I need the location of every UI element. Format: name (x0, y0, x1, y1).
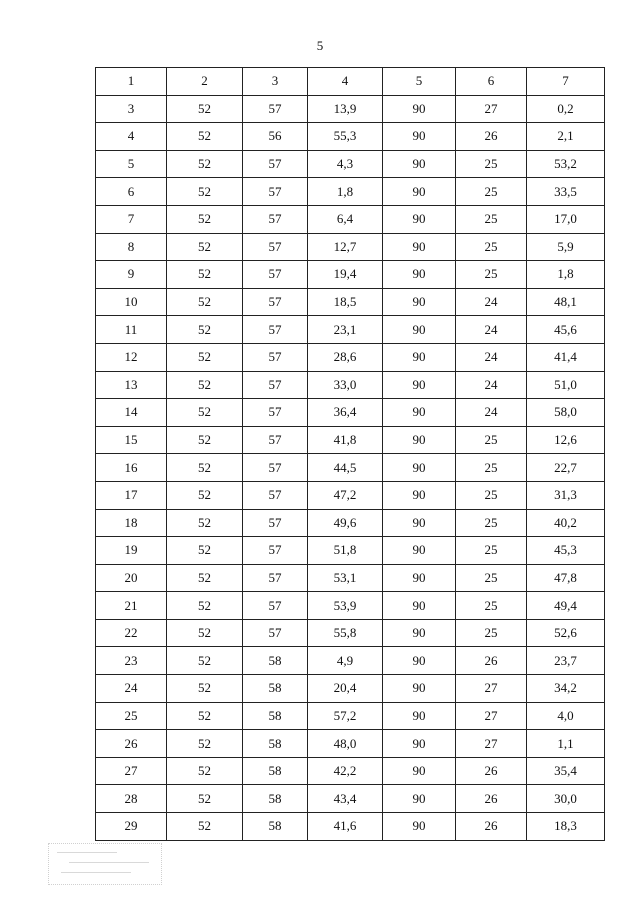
table-cell: 57 (243, 316, 308, 344)
table-cell: 25 (456, 564, 527, 592)
table-cell: 58 (243, 730, 308, 758)
table-row (96, 343, 605, 371)
table-cell: 58 (243, 647, 308, 675)
table-cell: 7 (96, 205, 167, 233)
table-cell: 20 (96, 564, 167, 592)
table-cell: 53,2 (527, 150, 605, 178)
table-cell: 52 (167, 509, 243, 537)
table-row (96, 233, 605, 261)
table-cell: 52 (167, 481, 243, 509)
table-row (96, 150, 605, 178)
table-cell: 90 (383, 509, 456, 537)
table-cell: 42,2 (308, 757, 383, 785)
table-cell: 55,8 (308, 619, 383, 647)
table-cell: 52 (167, 426, 243, 454)
table-cell: 55,3 (308, 123, 383, 151)
table-cell: 90 (383, 261, 456, 289)
table-cell: 57 (243, 509, 308, 537)
table-cell: 43,4 (308, 785, 383, 813)
table-cell: 57 (243, 95, 308, 123)
column-header: 1 (96, 68, 167, 96)
table-cell: 18 (96, 509, 167, 537)
table-cell: 27 (456, 730, 527, 758)
table-cell: 52 (167, 537, 243, 565)
table-cell: 52 (167, 813, 243, 841)
table-cell: 52 (167, 675, 243, 703)
table-cell: 90 (383, 702, 456, 730)
table-cell: 34,2 (527, 675, 605, 703)
header-row (96, 68, 605, 96)
table-cell: 25 (456, 426, 527, 454)
table-cell: 90 (383, 316, 456, 344)
table-cell: 53,1 (308, 564, 383, 592)
table-cell: 25 (456, 481, 527, 509)
table-cell: 29 (96, 813, 167, 841)
table-row (96, 537, 605, 565)
table-cell: 24 (456, 399, 527, 427)
table-cell: 52 (167, 316, 243, 344)
table-cell: 90 (383, 399, 456, 427)
table-cell: 0,2 (527, 95, 605, 123)
table-row (96, 619, 605, 647)
table-cell: 10 (96, 288, 167, 316)
table-cell: 41,4 (527, 343, 605, 371)
table-cell: 5 (96, 150, 167, 178)
table-cell: 28 (96, 785, 167, 813)
table-cell: 25 (456, 205, 527, 233)
table-cell: 49,4 (527, 592, 605, 620)
table-cell: 57 (243, 481, 308, 509)
table-cell: 24 (456, 316, 527, 344)
table-cell: 58 (243, 813, 308, 841)
table-cell: 57,2 (308, 702, 383, 730)
table-cell: 27 (96, 757, 167, 785)
table-cell: 22 (96, 619, 167, 647)
table-cell: 90 (383, 426, 456, 454)
column-header: 2 (167, 68, 243, 96)
table-row (96, 564, 605, 592)
table-cell: 13,9 (308, 95, 383, 123)
table-cell: 57 (243, 399, 308, 427)
table-cell: 35,4 (527, 757, 605, 785)
table-cell: 25 (456, 592, 527, 620)
table-cell: 16 (96, 454, 167, 482)
table-cell: 44,5 (308, 454, 383, 482)
table-row (96, 757, 605, 785)
table-cell: 90 (383, 592, 456, 620)
table-cell: 4,3 (308, 150, 383, 178)
table-row (96, 647, 605, 675)
table-cell: 24 (456, 343, 527, 371)
table-cell: 57 (243, 343, 308, 371)
table-cell: 22,7 (527, 454, 605, 482)
table-cell: 15 (96, 426, 167, 454)
table-row (96, 371, 605, 399)
table-cell: 19 (96, 537, 167, 565)
table-cell: 52 (167, 261, 243, 289)
table-cell: 25 (456, 261, 527, 289)
table-cell: 52 (167, 592, 243, 620)
table-cell: 90 (383, 95, 456, 123)
table-cell: 57 (243, 592, 308, 620)
table-cell: 17 (96, 481, 167, 509)
table-cell: 52 (167, 647, 243, 675)
table-cell: 25 (456, 150, 527, 178)
table-cell: 25 (96, 702, 167, 730)
table-cell: 52 (167, 399, 243, 427)
table-cell: 57 (243, 233, 308, 261)
table-cell: 90 (383, 233, 456, 261)
table-cell: 90 (383, 481, 456, 509)
table-cell: 2,1 (527, 123, 605, 151)
table-cell: 58 (243, 757, 308, 785)
table-cell: 52 (167, 343, 243, 371)
table-row (96, 481, 605, 509)
table-row (96, 426, 605, 454)
table-cell: 52 (167, 564, 243, 592)
table-cell: 45,6 (527, 316, 605, 344)
table-cell: 90 (383, 619, 456, 647)
table-cell: 52 (167, 757, 243, 785)
table-cell: 33,5 (527, 178, 605, 206)
table-cell: 52 (167, 233, 243, 261)
table-cell: 19,4 (308, 261, 383, 289)
table-cell: 57 (243, 288, 308, 316)
column-header: 3 (243, 68, 308, 96)
faint-stamp-mark (48, 843, 162, 885)
table-row (96, 675, 605, 703)
table-row (96, 178, 605, 206)
table-row (96, 702, 605, 730)
table-cell: 26 (456, 785, 527, 813)
table-cell: 17,0 (527, 205, 605, 233)
table-cell: 57 (243, 205, 308, 233)
table-cell: 52,6 (527, 619, 605, 647)
table-cell: 90 (383, 785, 456, 813)
table-row (96, 730, 605, 758)
table-cell: 26 (456, 813, 527, 841)
table-cell: 36,4 (308, 399, 383, 427)
table-cell: 30,0 (527, 785, 605, 813)
table-row (96, 123, 605, 151)
table-cell: 24 (456, 288, 527, 316)
column-header: 6 (456, 68, 527, 96)
table-cell: 52 (167, 95, 243, 123)
table-cell: 27 (456, 702, 527, 730)
table-cell: 57 (243, 426, 308, 454)
table-cell: 25 (456, 178, 527, 206)
table-cell: 90 (383, 371, 456, 399)
table-cell: 25 (456, 454, 527, 482)
table-cell: 26 (96, 730, 167, 758)
table-cell: 57 (243, 564, 308, 592)
table-cell: 11 (96, 316, 167, 344)
table-cell: 28,6 (308, 343, 383, 371)
table-cell: 12,7 (308, 233, 383, 261)
table-cell: 52 (167, 619, 243, 647)
table-cell: 45,3 (527, 537, 605, 565)
table-cell: 6,4 (308, 205, 383, 233)
column-header: 4 (308, 68, 383, 96)
table-cell: 23 (96, 647, 167, 675)
table-cell: 31,3 (527, 481, 605, 509)
table-cell: 51,8 (308, 537, 383, 565)
table-cell: 25 (456, 233, 527, 261)
table-cell: 90 (383, 813, 456, 841)
table-row (96, 95, 605, 123)
table-cell: 52 (167, 785, 243, 813)
table-cell: 4 (96, 123, 167, 151)
table-cell: 12 (96, 343, 167, 371)
table-cell: 57 (243, 261, 308, 289)
table-cell: 57 (243, 178, 308, 206)
table-cell: 90 (383, 178, 456, 206)
table-row (96, 205, 605, 233)
table-cell: 3 (96, 95, 167, 123)
table-cell: 52 (167, 178, 243, 206)
table-cell: 21 (96, 592, 167, 620)
table-row (96, 454, 605, 482)
table-cell: 51,0 (527, 371, 605, 399)
table-cell: 90 (383, 757, 456, 785)
table-cell: 13 (96, 371, 167, 399)
table-cell: 90 (383, 564, 456, 592)
table-cell: 49,6 (308, 509, 383, 537)
table-cell: 41,8 (308, 426, 383, 454)
table-cell: 5,9 (527, 233, 605, 261)
table-cell: 18,3 (527, 813, 605, 841)
page-number: 5 (316, 38, 324, 53)
table-row (96, 261, 605, 289)
table-cell: 90 (383, 537, 456, 565)
table-cell: 24 (96, 675, 167, 703)
table-cell: 90 (383, 647, 456, 675)
table-header (96, 68, 605, 96)
table-cell: 52 (167, 702, 243, 730)
table-cell: 52 (167, 371, 243, 399)
table-cell: 18,5 (308, 288, 383, 316)
table-cell: 58 (243, 702, 308, 730)
table-cell: 90 (383, 343, 456, 371)
table-cell: 56 (243, 123, 308, 151)
table-cell: 20,4 (308, 675, 383, 703)
table-row (96, 288, 605, 316)
data-table (95, 67, 605, 841)
table-cell: 57 (243, 619, 308, 647)
table-cell: 52 (167, 123, 243, 151)
table-cell: 33,0 (308, 371, 383, 399)
table-cell: 52 (167, 288, 243, 316)
table-row (96, 509, 605, 537)
table-cell: 90 (383, 454, 456, 482)
table-cell: 57 (243, 150, 308, 178)
table-cell: 57 (243, 537, 308, 565)
table-cell: 53,9 (308, 592, 383, 620)
table-cell: 90 (383, 205, 456, 233)
table-cell: 90 (383, 288, 456, 316)
table-body (96, 95, 605, 840)
table-cell: 48,0 (308, 730, 383, 758)
table-cell: 52 (167, 454, 243, 482)
table-cell: 6 (96, 178, 167, 206)
table-cell: 48,1 (527, 288, 605, 316)
table-cell: 1,1 (527, 730, 605, 758)
table-cell: 90 (383, 730, 456, 758)
table-cell: 1,8 (527, 261, 605, 289)
table-cell: 25 (456, 509, 527, 537)
table-cell: 52 (167, 730, 243, 758)
table-cell: 52 (167, 205, 243, 233)
table-cell: 4,9 (308, 647, 383, 675)
table-cell: 26 (456, 757, 527, 785)
table-cell: 40,2 (527, 509, 605, 537)
table-cell: 90 (383, 123, 456, 151)
table-cell: 1,8 (308, 178, 383, 206)
table-cell: 90 (383, 150, 456, 178)
column-header: 7 (527, 68, 605, 96)
table-row (96, 399, 605, 427)
table-cell: 58 (243, 675, 308, 703)
column-header: 5 (383, 68, 456, 96)
table-cell: 9 (96, 261, 167, 289)
table-cell: 90 (383, 675, 456, 703)
table-row (96, 785, 605, 813)
table-cell: 8 (96, 233, 167, 261)
table-cell: 14 (96, 399, 167, 427)
table-cell: 58 (243, 785, 308, 813)
table-cell: 52 (167, 150, 243, 178)
table-cell: 23,7 (527, 647, 605, 675)
table-row (96, 316, 605, 344)
table-row (96, 592, 605, 620)
table-cell: 26 (456, 123, 527, 151)
table-cell: 26 (456, 647, 527, 675)
table-cell: 25 (456, 619, 527, 647)
table-cell: 27 (456, 675, 527, 703)
table-cell: 57 (243, 371, 308, 399)
table-cell: 57 (243, 454, 308, 482)
table-row (96, 813, 605, 841)
table-cell: 24 (456, 371, 527, 399)
table-cell: 58,0 (527, 399, 605, 427)
table-cell: 23,1 (308, 316, 383, 344)
table-cell: 12,6 (527, 426, 605, 454)
table-cell: 4,0 (527, 702, 605, 730)
table-cell: 47,8 (527, 564, 605, 592)
table-cell: 25 (456, 537, 527, 565)
table-cell: 27 (456, 95, 527, 123)
table-cell: 47,2 (308, 481, 383, 509)
table-cell: 41,6 (308, 813, 383, 841)
